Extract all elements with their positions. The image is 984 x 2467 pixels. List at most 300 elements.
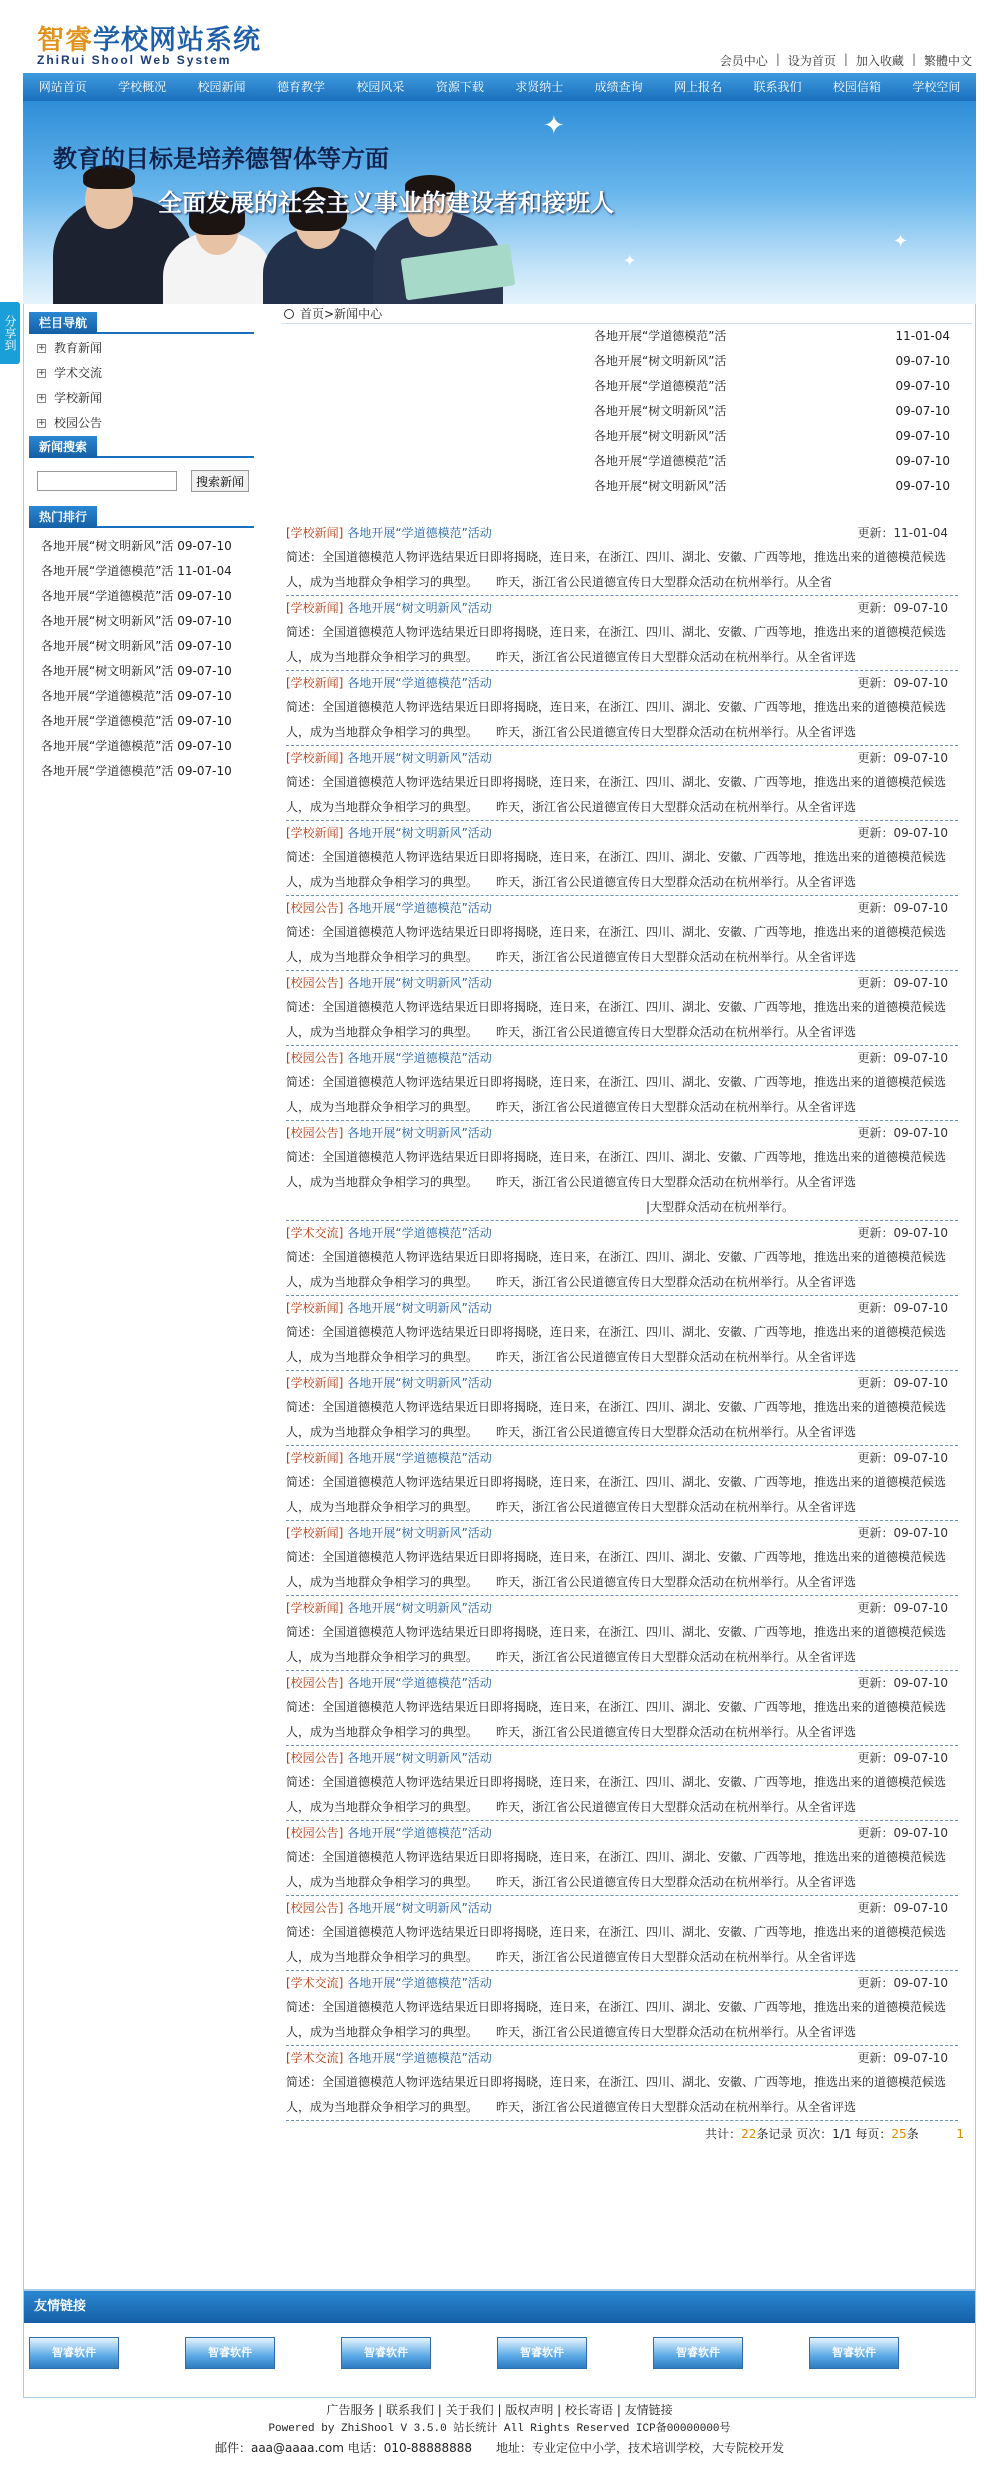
add-favorite-link[interactable]: 加入收藏 [855,54,904,68]
friend-links [23,2290,976,2398]
article-title-link[interactable]: 各地开展“学道德模范”活动 [347,1451,492,1465]
summary-line: 人，成为当地群众争相学习的典型。 昨天，浙江省公民道德宣传日大型群众活动在杭州举行。从全省评选 [286,2025,857,2039]
article-update-date: 09-07-10 [893,1526,948,1540]
update-label: 更新： [857,1451,894,1465]
article-item [286,1821,958,1896]
article-item [286,746,958,821]
article-header [286,1521,958,1545]
summary-line: 简述：全国道德模范人物评选结果近日即将揭晓，连日来，在浙江、四川、湖北、安徽、广西等地，推选出来的道德模范候选 [286,1775,947,1789]
article-summary [286,770,958,821]
summary-line: 人，成为当地群众争相学习的典型。 昨天，浙江省公民道德宣传日大型群众活动在杭州举行。从全省评选 [286,1950,857,1964]
article-item [286,1371,958,1446]
article-item [286,671,958,746]
article-update-date: 09-07-10 [893,1126,948,1140]
latest-news-date: 09-07-10 [895,404,950,418]
footer [23,2400,976,2458]
banner-slogan-line2: 全面发展的社会主义事业的建设者和接班人 [158,188,614,217]
summary-line: 简述：全国道德模范人物评选结果近日即将揭晓，连日来，在浙江、四川、湖北、安徽、广西等地，推选出来的道德模范候选 [286,775,947,789]
article-header [286,1971,958,1995]
update-label: 更新： [857,751,894,765]
hot-item-title[interactable]: 各地开展“树文明新风”活 [41,664,174,678]
article-title-link[interactable]: 各地开展“树文明新风”活动 [347,1751,492,1765]
article-update-date: 09-07-10 [893,1751,948,1765]
article-header [286,1371,958,1395]
update-label: 更新： [857,1976,894,1990]
article-update-date: 09-07-10 [893,2051,948,2065]
summary-line: 人，成为当地群众争相学习的典型。 昨天，浙江省公民道德宣传日大型群众活动在杭州举行。从全省评选 [286,875,857,889]
article-header [286,821,958,845]
summary-line: 简述：全国道德模范人物评选结果近日即将揭晓，连日来，在浙江、四川、湖北、安徽、广西等地，推选出来的道德模范候选 [286,1400,947,1414]
friend-link-banner[interactable]: 智睿软件 [341,2337,431,2369]
article-summary [286,1995,958,2046]
summary-line: 人，成为当地群众争相学习的典型。 昨天，浙江省公民道德宣传日大型群众活动在杭州举行。从全省评选 [286,1175,857,1189]
sidebar-category[interactable] [29,411,254,436]
nav-item[interactable]: 校园新闻 [197,80,246,94]
article-category-tag[interactable]: [学校新闻] [286,676,344,690]
update-label: 更新： [857,526,894,540]
nav-item[interactable]: 德育教学 [276,80,325,94]
expand-plus-icon[interactable]: + [38,418,46,428]
article-category-tag[interactable]: [校园公告] [286,1751,344,1765]
article-list [282,521,972,2121]
article-item [286,2046,958,2121]
summary-line: 简述：全国道德模范人物评选结果近日即将揭晓，连日来，在浙江、四川、湖北、安徽、广西等地，推选出来的道德模范候选 [286,1625,947,1639]
article-item [286,1671,958,1746]
summary-line: 简述：全国道德模范人物评选结果近日即将揭晓，连日来，在浙江、四川、湖北、安徽、广西等地，推选出来的道德模范候选 [286,925,947,939]
update-label: 更新： [857,601,894,615]
news-content [282,304,972,2147]
nav-item[interactable]: 学校空间 [912,80,961,94]
article-title-link[interactable]: 各地开展“学道德模范”活动 [347,1976,492,1990]
article-summary [286,1770,958,1821]
article-summary [286,920,958,971]
nav-item[interactable]: 校园风采 [356,80,405,94]
article-header [286,1821,958,1845]
summary-line: 人，成为当地群众争相学习的典型。 昨天，浙江省公民道德宣传日大型群众活动在杭州举行。从全省评选 [286,1025,857,1039]
article-header [286,1446,958,1470]
page-number-link[interactable]: 1 [956,2127,964,2141]
latest-news-list [282,324,972,499]
article-title-link[interactable]: 各地开展“树文明新风”活动 [347,826,492,840]
article-summary [286,1620,958,1671]
hot-item-date: 09-07-10 [177,589,232,603]
article-title-link[interactable]: 各地开展“树文明新风”活动 [347,1126,492,1140]
latest-news-title[interactable]: 各地开展“学道德模范”活 [594,379,727,393]
article-update-date: 09-07-10 [893,1451,948,1465]
update-label: 更新： [857,1826,894,1840]
latest-news-item[interactable] [594,449,972,474]
update-label: 更新： [857,826,894,840]
latest-news-item[interactable] [594,474,972,499]
article-header [286,1046,958,1070]
latest-news-title[interactable]: 各地开展“学道德模范”活 [594,454,727,468]
article-category-tag[interactable]: [校园公告] [286,1676,344,1690]
traditional-chinese-link[interactable]: 繁體中文 [923,54,972,68]
friend-link-banner[interactable]: 智睿软件 [809,2337,899,2369]
article-title-link[interactable]: 各地开展“树文明新风”活动 [347,1301,492,1315]
article-summary [286,1845,958,1896]
nav-item[interactable]: 网站首页 [38,80,87,94]
article-summary [286,1470,958,1521]
article-title-link[interactable]: 各地开展“树文明新风”活动 [347,1376,492,1390]
article-title-link[interactable]: 各地开展“树文明新风”活动 [347,1526,492,1540]
article-header [286,2046,958,2070]
article-update-date: 09-07-10 [893,1826,948,1840]
article-update-date: 09-07-10 [893,1976,948,1990]
article-summary [286,2070,958,2121]
article-summary [286,1245,958,1296]
article-header [286,896,958,920]
article-category-tag[interactable]: [学校新闻] [286,1526,344,1540]
sidebar-category-label: 校园公告 [54,416,103,430]
summary-line: 简述：全国道德模范人物评选结果近日即将揭晓，连日来，在浙江、四川、湖北、安徽、广西等地，推选出来的道德模范候选 [286,1550,947,1564]
expand-plus-icon[interactable]: + [38,343,46,353]
article-item [286,596,958,671]
article-category-tag[interactable]: [学校新闻] [286,1601,344,1615]
hot-item-date: 09-07-10 [177,739,232,753]
article-title-link[interactable]: 各地开展“学道德模范”活动 [347,1051,492,1065]
article-item [286,1596,958,1671]
latest-news-date: 09-07-10 [895,454,950,468]
latest-news-item[interactable] [594,324,972,349]
footer-contact: 邮件：aaa@aaaa.com 电话：010-88888888 地址：专业定位中小学，技术培训学校，大专院校开发 [214,2441,785,2455]
article-title-link[interactable]: 各地开展“学道德模范”活动 [347,526,492,540]
update-label: 更新： [857,1301,894,1315]
hot-item-title[interactable]: 各地开展“学道德模范”活 [41,689,174,703]
article-summary [286,1395,958,1446]
hot-item-date: 09-07-10 [177,714,232,728]
article-header [286,1746,958,1770]
footer-menu[interactable]: 广告服务 | 联系我们 | 关于我们 | 版权声明 | 校长寄语 | 友情链接 [326,2403,673,2417]
latest-news-date: 09-07-10 [895,379,950,393]
article-update-date: 09-07-10 [893,976,948,990]
update-label: 更新： [857,1901,894,1915]
update-label: 更新： [857,1126,894,1140]
summary-line: 人，成为当地群众争相学习的典型。 昨天，浙江省公民道德宣传日大型群众活动在杭州举行。从全省评选 [286,1350,857,1364]
per-page-count: 25 [891,2127,907,2141]
hot-ranking-item[interactable] [29,634,254,659]
latest-news-item[interactable] [594,374,972,399]
article-category-tag[interactable]: [校园公告] [286,976,344,990]
nav-item[interactable]: 网上报名 [674,80,723,94]
footer-powered: Powered by ZhiShool V 3.5.0 站长统计 All Rights Reserved ICP备00000000号 [268,2423,731,2435]
article-update-date: 09-07-10 [893,1676,948,1690]
banner [23,101,976,304]
article-summary [286,1920,958,1971]
article-header [286,596,958,620]
banner-slogan-line1: 教育的目标是培养德智体等方面 [53,144,389,173]
article-title-link[interactable]: 各地开展“学道德模范”活动 [347,1826,492,1840]
sparkle-icon: ✦ [623,251,637,270]
article-header [286,1596,958,1620]
article-summary [286,695,958,746]
pagination: 共计：22条记录 页次：1/1 每页：25条 1 [705,2127,964,2141]
article-item [286,1521,958,1596]
article-category-tag[interactable]: [学校新闻] [286,526,344,540]
summary-line: 简述：全国道德模范人物评选结果近日即将揭晓，连日来，在浙江、四川、湖北、安徽、广西等地，推选出来的道德模范候选 [286,1700,947,1714]
article-update-date: 09-07-10 [893,1901,948,1915]
hot-item-date: 09-07-10 [177,664,232,678]
summary-line: 人，成为当地群众争相学习的典型。 昨天，浙江省公民道德宣传日大型群众活动在杭州举行。从全省评选 [286,1725,857,1739]
article-category-tag[interactable]: [学校新闻] [286,601,344,615]
article-header [286,1671,958,1695]
breadcrumb-home[interactable]: 首页 [300,306,325,321]
article-item [286,1746,958,1821]
latest-news-title[interactable]: 各地开展“学道德模范”活 [594,329,727,343]
article-header [286,1121,958,1145]
article-header [286,1896,958,1920]
news-search-input[interactable] [37,471,177,491]
article-item [286,1971,958,2046]
article-header [286,971,958,995]
summary-line: 人，成为当地群众争相学习的典型。 昨天，浙江省公民道德宣传日大型群众活动在杭州举行。从全省评选 [286,1575,857,1589]
summary-line: 人，成为当地群众争相学习的典型。 昨天，浙江省公民道德宣传日大型群众活动在杭州举行。从全省评选 [286,650,857,664]
nav-item[interactable]: 校园信箱 [832,80,881,94]
article-update-date: 09-07-10 [893,1226,948,1240]
expand-plus-icon[interactable]: + [38,393,46,403]
latest-news-date: 09-07-10 [895,429,950,443]
hot-item-date: 11-01-04 [177,564,232,578]
header [23,0,976,70]
sidebar-category[interactable] [29,386,254,411]
hot-item-date: 09-07-10 [177,764,232,778]
summary-line: 简述：全国道德模范人物评选结果近日即将揭晓，连日来，在浙江、四川、湖北、安徽、广西等地，推选出来的道德模范候选 [286,1475,947,1489]
summary-line: 简述：全国道德模范人物评选结果近日即将揭晓，连日来，在浙江、四川、湖北、安徽、广西等地，推选出来的道德模范候选 [286,1925,947,1939]
update-label: 更新： [857,1751,894,1765]
share-button[interactable]: 分享到 [0,302,20,364]
summary-line: 人，成为当地群众争相学习的典型。 昨天，浙江省公民道德宣传日大型群众活动在杭州举行。从全省评选 [286,1500,857,1514]
hot-ranking-item[interactable] [29,684,254,709]
friend-link-banner[interactable]: 智睿软件 [29,2337,119,2369]
member-center-link[interactable]: 会员中心 [719,54,768,68]
summary-line: 简述：全国道德模范人物评选结果近日即将揭晓，连日来，在浙江、四川、湖北、安徽、广西等地，推选出来的道德模范候选 [286,550,947,564]
summary-line: 人，成为当地群众争相学习的典型。 昨天，浙江省公民道德宣传日大型群众活动在杭州举行。从全省评选 [286,1800,857,1814]
article-summary [286,545,958,596]
column-nav-header: 栏目导航 [29,312,254,334]
update-label: 更新： [857,976,894,990]
summary-line: 人，成为当地群众争相学习的典型。 昨天，浙江省公民道德宣传日大型群众活动在杭州举行。从全省评选 [286,1425,857,1439]
hot-ranking-header: 热门排行 [29,506,254,528]
article-header [286,746,958,770]
article-category-tag[interactable]: [校园公告] [286,1901,344,1915]
article-category-tag[interactable]: [学校新闻] [286,1376,344,1390]
sidebar-category[interactable] [29,336,254,361]
hot-item-title[interactable]: 各地开展“学道德模范”活 [41,589,174,603]
sidebar-category-label: 学术交流 [54,366,103,380]
hot-item-title[interactable]: 各地开展“树文明新风”活 [41,639,174,653]
latest-news-date: 11-01-04 [895,329,950,343]
hot-ranking-item[interactable] [29,584,254,609]
summary-line: 简述：全国道德模范人物评选结果近日即将揭晓，连日来，在浙江、四川、湖北、安徽、广西等地，推选出来的道德模范候选 [286,1150,947,1164]
update-label: 更新： [857,901,894,915]
summary-line: 简述：全国道德模范人物评选结果近日即将揭晓，连日来，在浙江、四川、湖北、安徽、广西等地，推选出来的道德模范候选 [286,1850,947,1864]
sidebar-category-label: 学校新闻 [54,391,103,405]
nav-item[interactable]: 资源下载 [435,80,484,94]
article-header [286,671,958,695]
article-category-tag[interactable]: [学校新闻] [286,751,344,765]
sparkle-icon: ✦ [543,111,565,141]
hot-ranking-item[interactable] [29,734,254,759]
article-summary [286,1545,958,1596]
article-update-date: 11-01-04 [893,526,948,540]
hot-ranking-item[interactable] [29,534,254,559]
breadcrumb-circle-icon [284,309,294,319]
summary-line: 人，成为当地群众争相学习的典型。 昨天，浙江省公民道德宣传日大型群众活动在杭州举行。从全省 [286,575,833,589]
article-category-tag[interactable]: [校园公告] [286,1051,344,1065]
sidebar-category[interactable] [29,361,254,386]
article-item [286,1046,958,1121]
hot-item-title[interactable]: 各地开展“学道德模范”活 [41,564,174,578]
summary-fragment-line: |大型群众活动在杭州举行。 [646,1200,795,1214]
article-title-link[interactable]: 各地开展“学道德模范”活动 [347,1676,492,1690]
summary-line: 简述：全国道德模范人物评选结果近日即将揭晓，连日来，在浙江、四川、湖北、安徽、广西等地，推选出来的道德模范候选 [286,1325,947,1339]
article-update-date: 09-07-10 [893,1376,948,1390]
article-title-link[interactable]: 各地开展“树文明新风”活动 [347,976,492,990]
article-update-date: 09-07-10 [893,901,948,915]
latest-news-date: 09-07-10 [895,354,950,368]
latest-news-title[interactable]: 各地开展“树文明新风”活 [594,429,727,443]
latest-news-item[interactable] [594,349,972,374]
summary-line: 人，成为当地群众争相学习的典型。 昨天，浙江省公民道德宣传日大型群众活动在杭州举行。从全省评选 [286,800,857,814]
update-label: 更新： [857,1051,894,1065]
nav-item[interactable]: 联系我们 [753,80,802,94]
hot-item-date: 09-07-10 [177,539,232,553]
site-logo-english: ZhiRui Shool Web System [37,53,232,67]
article-item [286,1446,958,1521]
main-area [23,304,976,2290]
news-search-button[interactable]: 搜索新闻 [191,470,249,492]
expand-plus-icon[interactable]: + [38,368,46,378]
article-category-tag[interactable]: [学术交流] [286,2051,344,2065]
hot-item-title[interactable]: 各地开展“树文明新风”活 [41,539,174,553]
latest-news-title[interactable]: 各地开展“树文明新风”活 [594,404,727,418]
hot-ranking-item[interactable] [29,609,254,634]
hot-item-date: 09-07-10 [177,639,232,653]
summary-line: 简述：全国道德模范人物评选结果近日即将揭晓，连日来，在浙江、四川、湖北、安徽、广西等地，推选出来的道德模范候选 [286,1075,947,1089]
article-item [286,1121,958,1221]
article-update-date: 09-07-10 [893,1051,948,1065]
update-label: 更新： [857,1226,894,1240]
hot-item-title[interactable]: 各地开展“树文明新风”活 [41,614,174,628]
article-header [286,1296,958,1320]
article-title-link[interactable]: 各地开展“树文明新风”活动 [347,601,492,615]
article-update-date: 09-07-10 [893,1601,948,1615]
article-item [286,896,958,971]
summary-line: 人，成为当地群众争相学习的典型。 昨天，浙江省公民道德宣传日大型群众活动在杭州举行。从全省评选 [286,1875,857,1889]
site-logo[interactable]: 智睿学校网站系统 [37,25,261,56]
set-homepage-link[interactable]: 设为首页 [787,54,836,68]
friend-links-title: 友情链接 [24,2291,975,2323]
article-item [286,521,958,596]
friend-link-banner[interactable]: 智睿软件 [653,2337,743,2369]
update-label: 更新： [857,2051,894,2065]
top-links: 会员中心 | 设为首页 | 加入收藏 | 繁體中文 [719,52,972,68]
article-item [286,971,958,1046]
article-title-link[interactable]: 各地开展“学道德模范”活动 [347,1226,492,1240]
summary-line: 人，成为当地群众争相学习的典型。 昨天，浙江省公民道德宣传日大型群众活动在杭州举行。从全省评选 [286,2100,857,2114]
main-nav [23,73,976,101]
article-item [286,821,958,896]
hot-item-title[interactable]: 各地开展“学道德模范”活 [41,714,174,728]
hot-item-title[interactable]: 各地开展“学道德模范”活 [41,739,174,753]
friend-link-banner[interactable]: 智睿软件 [497,2337,587,2369]
hot-ranking-item[interactable] [29,759,254,784]
article-category-tag[interactable]: [学校新闻] [286,826,344,840]
record-total: 22 [741,2127,757,2141]
news-search-header: 新闻搜索 [29,436,254,458]
article-title-link[interactable]: 各地开展“树文明新风”活动 [347,1601,492,1615]
article-title-link[interactable]: 各地开展“树文明新风”活动 [347,1901,492,1915]
update-label: 更新： [857,1526,894,1540]
latest-news-item[interactable] [594,424,972,449]
latest-news-title[interactable]: 各地开展“树文明新风”活 [594,354,727,368]
update-label: 更新： [857,1601,894,1615]
article-category-tag[interactable]: [学术交流] [286,1976,344,1990]
update-label: 更新： [857,1376,894,1390]
summary-line: 简述：全国道德模范人物评选结果近日即将揭晓，连日来，在浙江、四川、湖北、安徽、广西等地，推选出来的道德模范候选 [286,2000,947,2014]
article-summary [286,1145,958,1221]
article-category-tag[interactable]: [校园公告] [286,1826,344,1840]
update-label: 更新： [857,676,894,690]
latest-news-title[interactable]: 各地开展“树文明新风”活 [594,479,727,493]
breadcrumb: 首页 > 新闻中心 [282,304,972,324]
hot-ranking-item[interactable] [29,559,254,584]
news-search-form [29,458,254,506]
summary-line: 简述：全国道德模范人物评选结果近日即将揭晓，连日来，在浙江、四川、湖北、安徽、广西等地，推选出来的道德模范候选 [286,700,947,714]
sidebar-category-label: 教育新闻 [54,341,103,355]
article-category-tag[interactable]: [学术交流] [286,1226,344,1240]
summary-line: 简述：全国道德模范人物评选结果近日即将揭晓，连日来，在浙江、四川、湖北、安徽、广西等地，推选出来的道德模范候选 [286,1250,947,1264]
summary-line: 简述：全国道德模范人物评选结果近日即将揭晓，连日来，在浙江、四川、湖北、安徽、广西等地，推选出来的道德模范候选 [286,625,947,639]
article-category-tag[interactable]: [校园公告] [286,901,344,915]
nav-item[interactable]: 学校概况 [118,80,167,94]
nav-item[interactable]: 求贤纳士 [515,80,564,94]
article-category-tag[interactable]: [学校新闻] [286,1451,344,1465]
article-category-tag[interactable]: [校园公告] [286,1126,344,1140]
article-update-date: 09-07-10 [893,751,948,765]
article-update-date: 09-07-10 [893,1301,948,1315]
breadcrumb-current: 新闻中心 [334,306,383,321]
article-title-link[interactable]: 各地开展“学道德模范”活动 [347,901,492,915]
article-title-link[interactable]: 各地开展“学道德模范”活动 [347,2051,492,2065]
sidebar [29,312,254,784]
hot-ranking-item[interactable] [29,659,254,684]
hot-ranking-item[interactable] [29,709,254,734]
article-item [286,1896,958,1971]
article-update-date: 09-07-10 [893,826,948,840]
article-category-tag[interactable]: [学校新闻] [286,1301,344,1315]
article-title-link[interactable]: 各地开展“学道德模范”活动 [347,676,492,690]
article-summary [286,1695,958,1746]
summary-line: 简述：全国道德模范人物评选结果近日即将揭晓，连日来，在浙江、四川、湖北、安徽、广西等地，推选出来的道德模范候选 [286,2075,947,2089]
latest-news-item[interactable] [594,399,972,424]
article-summary [286,1320,958,1371]
article-title-link[interactable]: 各地开展“树文明新风”活动 [347,751,492,765]
friend-link-banner[interactable]: 智睿软件 [185,2337,275,2369]
article-header [286,521,958,545]
update-label: 更新： [857,1676,894,1690]
sparkle-icon: ✦ [893,231,909,252]
nav-item[interactable]: 成绩查询 [594,80,643,94]
article-item [286,1296,958,1371]
article-summary [286,620,958,671]
hot-item-title[interactable]: 各地开展“学道德模范”活 [41,764,174,778]
summary-line: 人，成为当地群众争相学习的典型。 昨天，浙江省公民道德宣传日大型群众活动在杭州举行。从全省评选 [286,1650,857,1664]
summary-line: 人，成为当地群众争相学习的典型。 昨天，浙江省公民道德宣传日大型群众活动在杭州举行。从全省评选 [286,725,857,739]
hot-item-date: 09-07-10 [177,614,232,628]
summary-line: 人，成为当地群众争相学习的典型。 昨天，浙江省公民道德宣传日大型群众活动在杭州举行。从全省评选 [286,1100,857,1114]
article-update-date: 09-07-10 [893,676,948,690]
